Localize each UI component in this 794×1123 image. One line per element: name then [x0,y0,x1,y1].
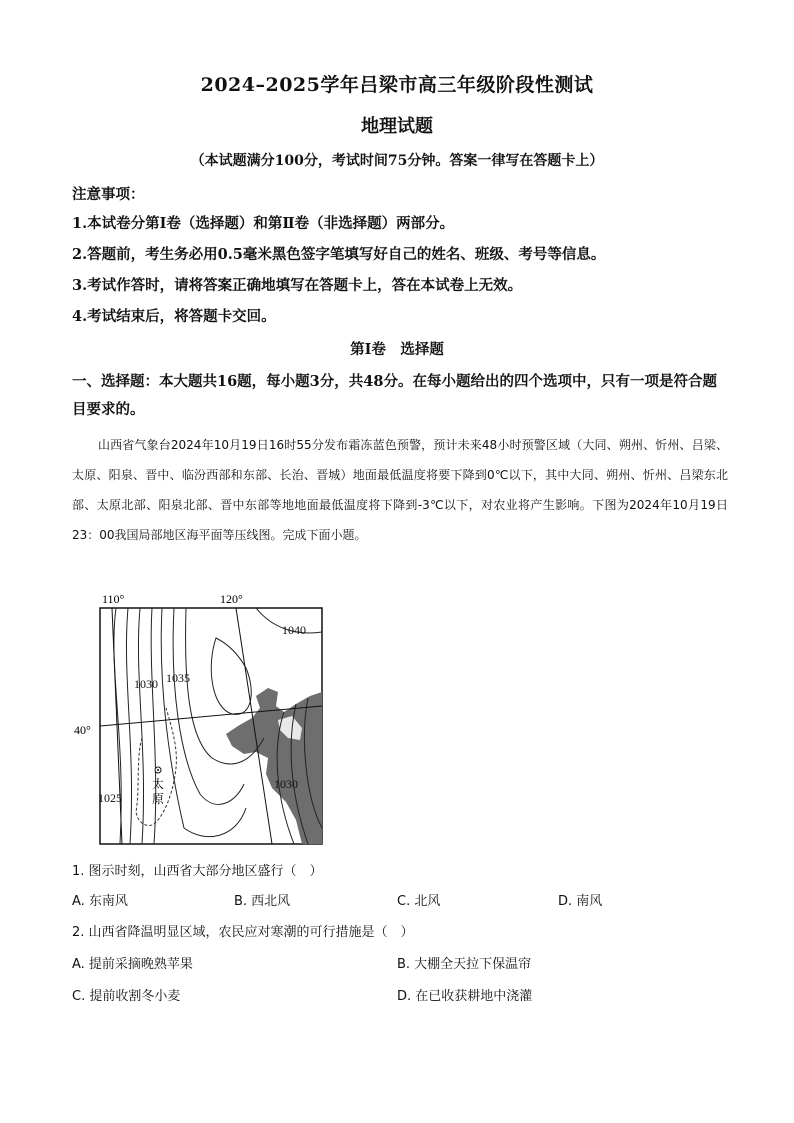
answer-option[interactable]: A. 东南风 [72,894,128,909]
section-instructions: 一、选择题：本大题共16题，每小题3分，共48分。在每小题给出的四个选项中，只有一项是符合题目要求的。 [72,373,717,418]
exam-title: 2024–2025学年吕梁市高三年级阶段性测试 [200,74,594,96]
isobar-map [74,588,330,848]
lon-label: 110° [102,592,125,606]
question-stem: 1. 图示时刻，山西省大部分地区盛行（ ） [72,864,323,879]
isobar-label: 1025 [98,791,122,805]
isobar-label: 1030 [274,777,298,791]
answer-option[interactable]: B. 大棚全天拉下保温帘 [397,957,532,972]
note-item: 1.本试卷分第Ⅰ卷（选择题）和第Ⅱ卷（非选择题）两部分。 [72,215,455,232]
question-stem: 2. 山西省降温明显区域，农民应对寒潮的可行措施是（ ） [72,925,414,940]
isobar-label: 1035 [166,671,190,685]
notes-heading: 注意事项： [72,186,145,203]
notes-list [72,213,605,337]
note-item: 3.考试作答时，请将答案正确地填写在答题卡上，答在本试卷上无效。 [72,277,523,294]
section-title: 第Ⅰ卷 选择题 [350,341,444,358]
answer-option[interactable]: D. 在已收获耕地中浇灌 [397,989,533,1004]
exam-meta: （本试题满分100分，考试时间75分钟。答案一律写在答题卡上） [190,153,604,169]
isobar-label: 1040 [282,623,306,637]
note-item: 2.答题前，考生务必用0.5毫米黑色签字笔填写好自己的姓名、班级、考号等信息。 [72,246,606,263]
lat-label: 40° [74,723,91,737]
answer-option[interactable]: C. 提前收割冬小麦 [72,989,181,1004]
answer-option[interactable]: C. 北风 [397,894,441,909]
reading-passage: 山西省气象台2024年10月19日16时55分发布霜冻蓝色预警，预计未来48小时预警区域（大同、朔州、忻州、吕梁、太原、阳泉、晋中、临汾西部和东部、长治、晋城）地面最低温度将要下降到0℃以下，其中大同、朔州、忻州、吕梁东北部、太原北部、阳泉北部、晋中东部等地地面最低温度将下降到-3℃以下，对农业将产生影响。下图为2024年10月19日23：00我国局部地区海平面等压线图。完成下面小题。 [72,438,728,542]
city-dot [157,769,159,771]
city-label: 太 原 [152,777,165,806]
isobar-label: 1030 [134,677,158,691]
exam-subject: 地理试题 [361,116,433,137]
lon-label: 120° [220,592,243,606]
answer-option[interactable]: B. 西北风 [234,894,291,909]
note-item: 4.考试结束后，将答题卡交回。 [72,308,276,325]
answer-option[interactable]: A. 提前采摘晚熟苹果 [72,957,193,972]
answer-option[interactable]: D. 南风 [558,894,603,909]
